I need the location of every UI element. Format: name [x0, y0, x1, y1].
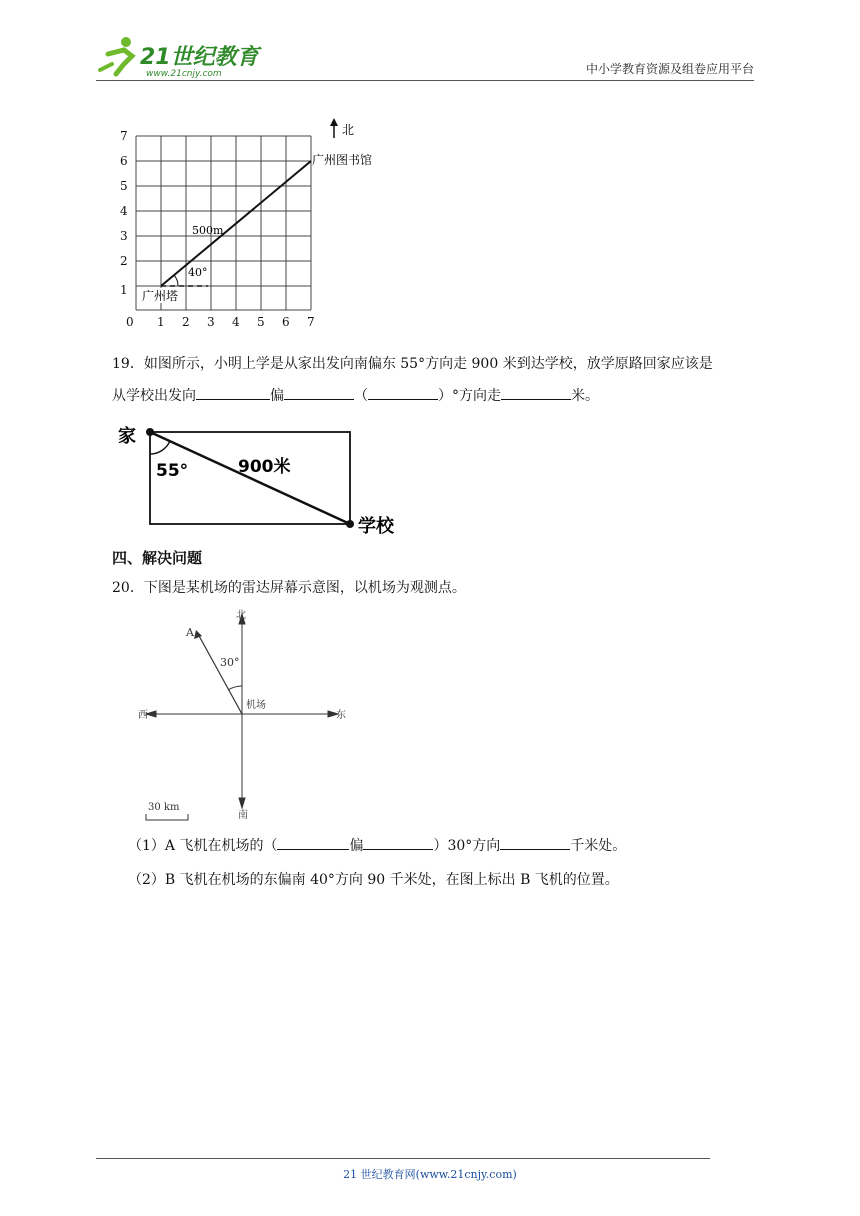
- home-dot: [146, 428, 154, 436]
- x-tick: 3: [207, 315, 215, 329]
- radar-figure: [136, 606, 356, 826]
- angle-arc: [150, 441, 170, 454]
- south-arrow-icon: [239, 798, 245, 808]
- distance-label: 900米: [238, 457, 291, 477]
- angle-arc: [174, 275, 178, 286]
- q19-text-line1: 19．如图所示，小明上学是从家出发向南偏东 55°方向走 900 米到达学校，放学原路回家应该是: [112, 356, 713, 372]
- home-school-figure: [116, 420, 416, 540]
- x-tick: 1: [157, 315, 165, 329]
- east-label: 东: [336, 710, 346, 721]
- angle-label: 30°: [220, 656, 240, 669]
- y-tick: 5: [120, 179, 128, 193]
- logo-url: www.21cnjy.com: [146, 69, 222, 79]
- grid-map-figure: [112, 116, 412, 336]
- logo-text: 21世纪教育: [140, 45, 259, 70]
- q20-sub1: （1）A 飞机在机场的（ 偏 ）30°方向 千米处。: [128, 834, 626, 858]
- angle-label: 55°: [156, 461, 189, 481]
- airport-label: 机场: [246, 700, 266, 711]
- footer-link[interactable]: 21 世纪教育网(www.21cnjy.com): [343, 1168, 517, 1181]
- plane-a-line: [198, 634, 242, 714]
- distance-label: 500m: [192, 224, 224, 237]
- answer-blank[interactable]: [196, 385, 270, 400]
- answer-blank[interactable]: [501, 385, 571, 400]
- y-tick: 3: [120, 229, 128, 243]
- footer-divider: [96, 1158, 710, 1159]
- answer-blank[interactable]: [363, 835, 433, 850]
- answer-blank[interactable]: [277, 835, 349, 850]
- header-divider: [96, 80, 754, 81]
- section-heading: 四、解决问题: [112, 549, 203, 567]
- y-tick: 2: [120, 254, 128, 268]
- origin-label: 广州塔: [142, 289, 179, 303]
- runner-icon: [100, 37, 132, 74]
- west-label: 西: [138, 710, 148, 721]
- north-label: 北: [342, 123, 355, 137]
- x-tick: 0: [126, 315, 134, 329]
- plane-a-arrow-icon: [194, 630, 202, 639]
- y-tick: 1: [120, 283, 128, 297]
- plane-a-label: A: [186, 626, 194, 639]
- y-tick: 4: [120, 204, 128, 218]
- y-tick: 6: [120, 154, 128, 168]
- x-tick: 2: [182, 315, 190, 329]
- x-tick: 7: [307, 315, 315, 329]
- header-platform-text: 中小学教育资源及组卷应用平台: [585, 62, 754, 76]
- y-tick: 7: [120, 129, 128, 143]
- scale-bar: [146, 814, 188, 820]
- q19-text-line2: 从学校出发向 偏 （ ）°方向走 米。: [112, 384, 599, 408]
- destination-label: 广州图书馆: [312, 153, 373, 167]
- x-tick: 6: [282, 315, 290, 329]
- north-label: 北: [236, 610, 246, 621]
- site-logo: [96, 34, 266, 80]
- scale-label: 30 km: [148, 802, 180, 813]
- south-label: 南: [238, 810, 248, 821]
- home-label: 家: [118, 426, 136, 447]
- q20-sub2: （2）B 飞机在机场的东偏南 40°方向 90 千米处，在图上标出 B 飞机的位置。: [128, 872, 619, 888]
- answer-blank[interactable]: [368, 385, 438, 400]
- answer-blank[interactable]: [284, 385, 354, 400]
- x-tick: 5: [257, 315, 265, 329]
- answer-blank[interactable]: [500, 835, 570, 850]
- q20-text: 20．下图是某机场的雷达屏幕示意图，以机场为观测点。: [112, 580, 466, 596]
- school-label: 学校: [358, 516, 394, 537]
- x-tick: 4: [232, 315, 240, 329]
- north-arrow-icon: [330, 118, 338, 138]
- angle-arc: [228, 686, 242, 690]
- angle-label: 40°: [188, 266, 208, 279]
- school-dot: [346, 520, 354, 528]
